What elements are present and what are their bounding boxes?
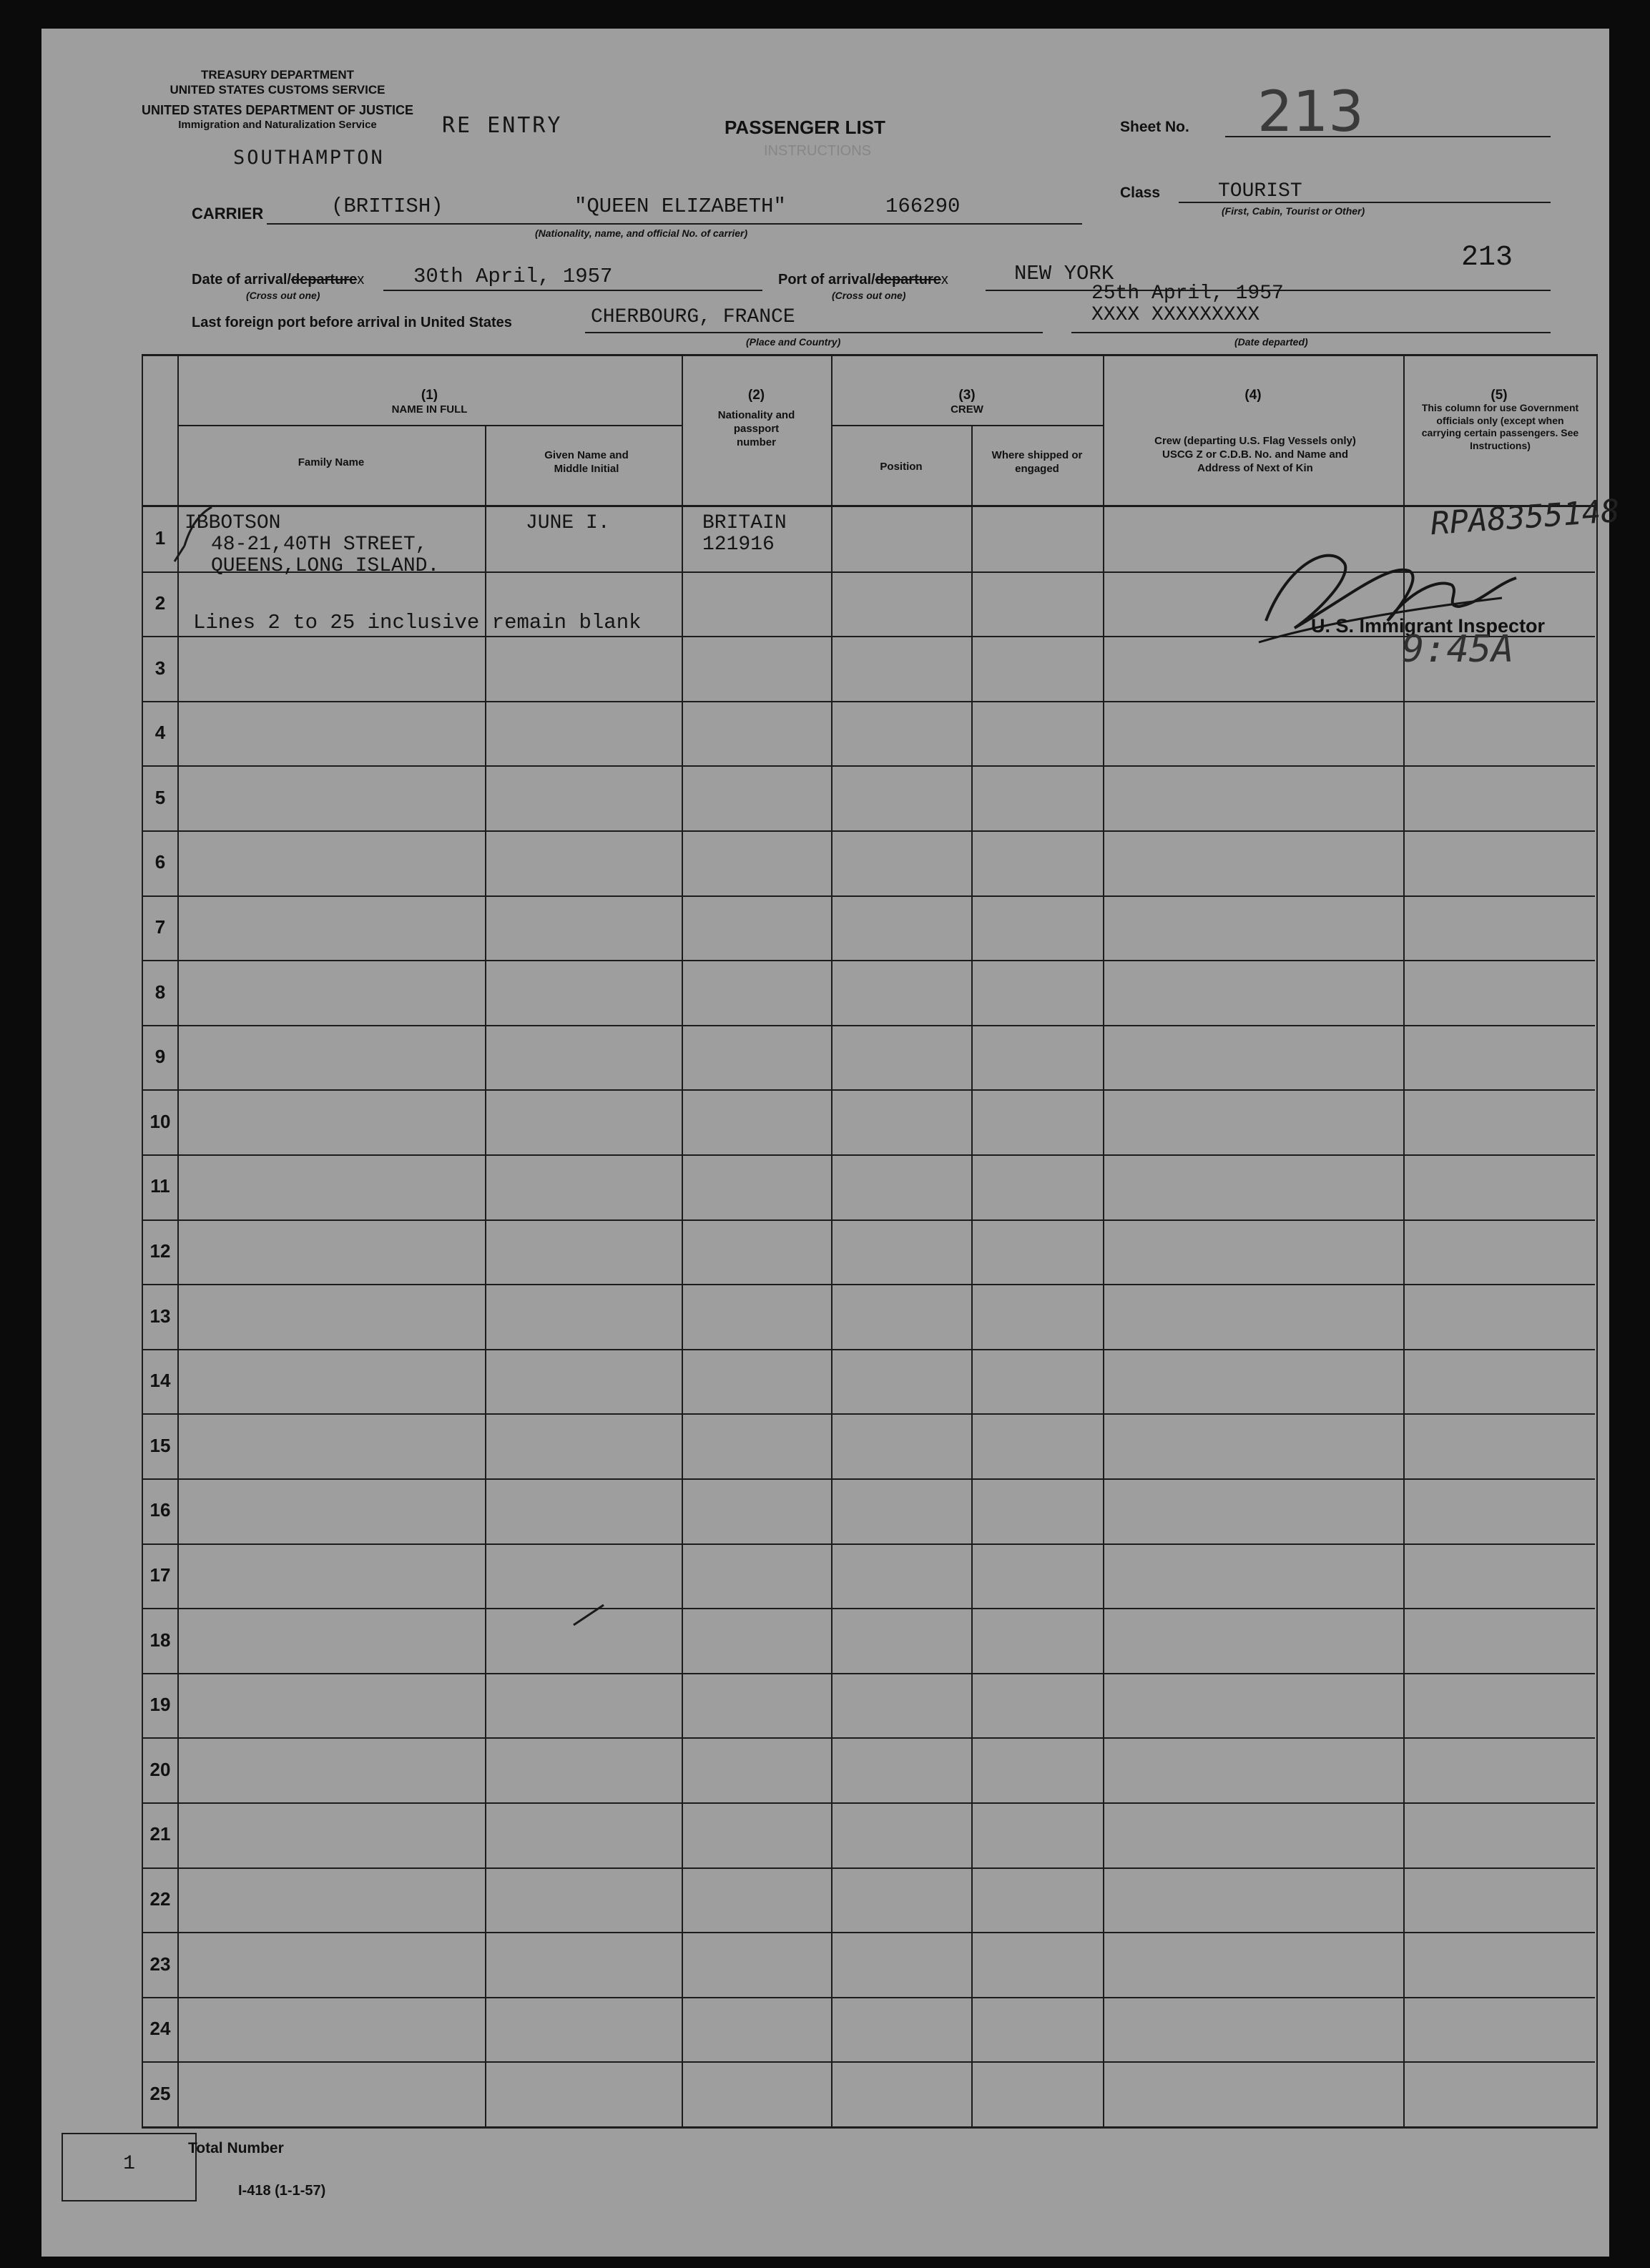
entry-address-2: QUEENS,LONG ISLAND.: [211, 555, 440, 577]
row-line: [143, 1413, 1595, 1415]
customs-heading: UNITED STATES CUSTOMS SERVICE: [170, 83, 386, 97]
row-number: 11: [150, 1175, 170, 1197]
row-line: [143, 1284, 1595, 1285]
class-caption: (First, Cabin, Tourist or Other): [1222, 205, 1365, 217]
col1-given-header: Given Name and Middle Initial: [544, 449, 629, 475]
sheet-label: Sheet No.: [1120, 119, 1189, 135]
entry-passport: 121916: [702, 534, 775, 556]
row-line: [143, 960, 1595, 961]
row-line: [143, 2061, 1595, 2063]
col-line-num: [177, 356, 179, 2126]
blank-lines-note: Lines 2 to 25 inclusive remain blank: [193, 611, 642, 634]
sheet-number-handwritten: 213: [1257, 80, 1364, 144]
last-port-label: Last foreign port before arrival in United States: [192, 315, 512, 330]
last-port-caption: (Place and Country): [746, 336, 841, 348]
row-line: [143, 1543, 1595, 1545]
row-line: [143, 1219, 1595, 1221]
row-number: 5: [154, 786, 166, 808]
ins-heading: Immigration and Naturalization Service: [178, 119, 377, 131]
row-number: 7: [154, 915, 166, 938]
justice-heading: UNITED STATES DEPARTMENT OF JUSTICE: [141, 103, 413, 117]
southampton-note: SOUTHAMPTON: [233, 147, 385, 169]
row-line: [143, 1932, 1595, 1933]
col5-title: This column for use Government officials only (except when carrying certain passengers. See Instructions): [1421, 402, 1579, 451]
row-number: 17: [149, 1563, 171, 1586]
form-number: I-418 (1-1-57): [238, 2183, 326, 2199]
carrier-nationality: (BRITISH): [331, 195, 443, 218]
row-number: 19: [149, 1694, 171, 1716]
row-number: 2: [154, 591, 166, 614]
col-line-kin: [1103, 356, 1104, 2126]
class-label: Class: [1120, 185, 1161, 201]
page-title: PASSENGER LIST: [725, 117, 885, 138]
header-sub-line-crew: [831, 425, 1103, 426]
carrier-underline: [267, 223, 1082, 225]
row-number: 25: [149, 2082, 171, 2104]
check-mark-icon: [172, 503, 215, 567]
sheet-number-typed: 213: [1461, 242, 1513, 274]
header-sub-line-name: [177, 425, 682, 426]
row-number: 4: [154, 722, 166, 744]
row-line: [143, 701, 1595, 702]
port-label: Port of arrival/departurex: [778, 272, 948, 288]
row-line: [143, 1349, 1595, 1350]
row-line: [143, 830, 1595, 832]
arrival-caption: (Cross out one): [246, 290, 320, 301]
row-line: [143, 1673, 1595, 1674]
carrier-name: "QUEEN ELIZABETH": [574, 195, 786, 218]
port-caption: (Cross out one): [832, 290, 906, 301]
row-number: 8: [154, 981, 166, 1003]
row-number: 22: [149, 1887, 171, 1910]
row-number: 12: [149, 1239, 171, 1262]
col3-position-header: Position: [880, 461, 923, 473]
total-value: 1: [123, 2153, 135, 2175]
entry-nationality: BRITAIN: [702, 512, 787, 534]
col1-title: NAME IN FULL: [391, 403, 468, 416]
inspection-time: 9:45A: [1402, 628, 1514, 671]
arrival-underline: [383, 290, 762, 291]
col3-where-header: Where shipped or engaged: [991, 449, 1083, 475]
entry-given-name: JUNE I.: [526, 512, 610, 534]
arrival-label: Date of arrival/departurex: [192, 272, 365, 288]
date-departed-underline: [1071, 332, 1551, 333]
row-number: 3: [154, 657, 166, 679]
last-port-value: CHERBOURG, FRANCE: [591, 306, 795, 328]
entry-family-name: IBBOTSON: [185, 512, 281, 534]
row-line: [143, 1025, 1595, 1026]
col3-title: CREW: [951, 403, 983, 416]
col-line-crew: [831, 356, 833, 2126]
total-label: Total Number: [188, 2140, 284, 2156]
row-number: 13: [149, 1305, 171, 1327]
row-number: 18: [149, 1629, 171, 1651]
row-line: [143, 1608, 1595, 1609]
row-line: [143, 895, 1595, 897]
carrier-label: CARRIER: [192, 205, 264, 222]
row-line: [143, 1478, 1595, 1480]
col-line-nat: [682, 356, 683, 2126]
row-number: 14: [149, 1370, 171, 1392]
re-entry-note: RE ENTRY: [442, 113, 563, 138]
row-number: 10: [149, 1110, 171, 1132]
col3-number: (3): [958, 388, 976, 403]
col-line-given: [485, 425, 486, 2126]
row-number: 1: [154, 527, 166, 549]
row-number: 23: [149, 1953, 171, 1975]
row-line: [143, 1089, 1595, 1091]
row-line: [143, 1802, 1595, 1804]
col5-number: (5): [1491, 388, 1508, 403]
row-line: [143, 1867, 1595, 1869]
arrival-date: 30th April, 1957: [413, 265, 613, 288]
row-line: [143, 1154, 1595, 1156]
col1-family-header: Family Name: [298, 456, 365, 468]
col4-number: (4): [1244, 388, 1262, 403]
header-bottom-line: [143, 505, 1595, 507]
stamp-code: RPA8355148: [1429, 492, 1621, 543]
row-number: 6: [154, 851, 166, 873]
col4-title: Crew (departing U.S. Flag Vessels only) USCG Z or C.D.B. No. and Name and Address of Next of Kin: [1154, 435, 1356, 474]
row-line: [143, 765, 1595, 767]
port-value: NEW YORK: [1014, 262, 1114, 285]
row-line: [143, 1997, 1595, 1998]
col-line-where: [971, 425, 973, 2126]
col2-title: Nationality and passport number: [717, 409, 795, 448]
date-departed-value: 25th April, 1957: [1091, 283, 1284, 305]
row-number: 24: [149, 2018, 171, 2040]
inspector-label: U. S. Immigrant Inspector: [1311, 615, 1546, 637]
carrier-caption: (Nationality, name, and official No. of carrier): [535, 227, 748, 239]
passenger-table: [142, 354, 1621, 2129]
treasury-heading: TREASURY DEPARTMENT: [200, 68, 355, 82]
date-departed-struck: XXXX XXXXXXXXX: [1091, 304, 1260, 326]
row-number: 16: [149, 1499, 171, 1521]
row-line: [143, 1737, 1595, 1739]
document-page: [41, 29, 1621, 2257]
col1-number: (1): [421, 388, 438, 403]
total-box: [62, 2133, 197, 2201]
tick-mark-icon: [571, 1601, 607, 1629]
row-number: 21: [149, 1823, 171, 1845]
col2-number: (2): [747, 388, 765, 403]
last-port-underline: [585, 332, 1043, 333]
row-number: 15: [149, 1434, 171, 1456]
date-departed-caption: (Date departed): [1234, 336, 1308, 348]
class-value: TOURIST: [1218, 180, 1302, 202]
row-number: 20: [149, 1758, 171, 1780]
row-number: 9: [154, 1046, 166, 1068]
faint-instructions: INSTRUCTIONS: [764, 143, 871, 159]
entry-address-1: 48-21,40TH STREET,: [211, 534, 428, 556]
carrier-official-no: 166290: [885, 195, 961, 218]
